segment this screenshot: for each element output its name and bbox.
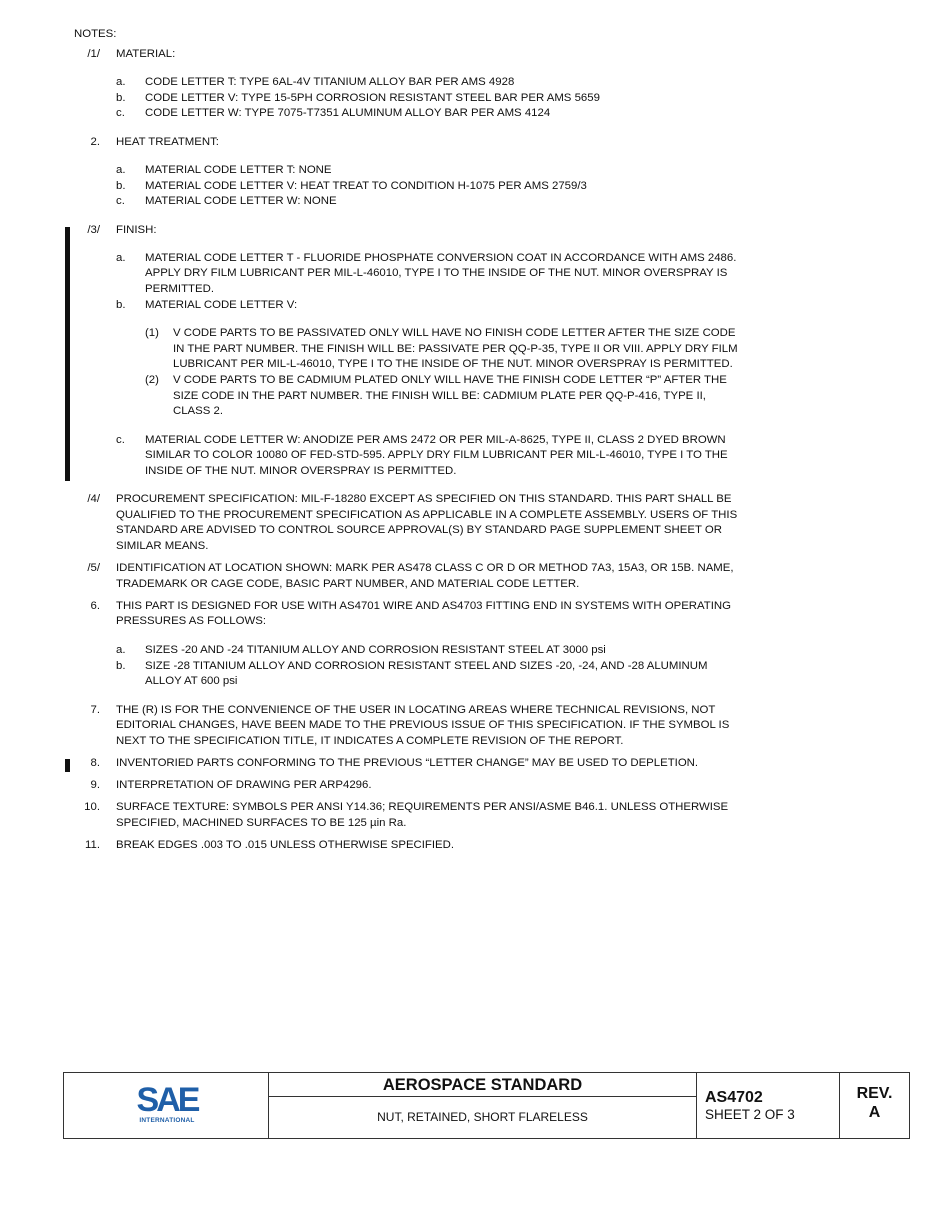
sheet-number: SHEET 2 OF 3 bbox=[705, 1107, 795, 1122]
note-6a-text: SIZES -20 AND -24 TITANIUM ALLOY AND CORROSION RESISTANT STEEL AT 3000 psi bbox=[145, 644, 606, 656]
note-1b-text: CODE LETTER V: TYPE 15-5PH CORROSION RESISTANT STEEL BAR PER AMS 5659 bbox=[145, 92, 600, 104]
note-6a-label: a. bbox=[116, 644, 126, 656]
note-1-number: /1/ bbox=[87, 48, 100, 60]
note-3b-label: b. bbox=[116, 299, 126, 311]
revision-value: A bbox=[868, 1104, 881, 1121]
note-6-line-1: THIS PART IS DESIGNED FOR USE WITH AS4701 WIRE AND AS4703 FITTING END IN SYSTEMS WITH OPERATING bbox=[116, 600, 731, 612]
doc-number-cell bbox=[697, 1073, 839, 1138]
note-2b-text: MATERIAL CODE LETTER V: HEAT TREAT TO CONDITION H-1075 PER AMS 2759/3 bbox=[145, 180, 587, 192]
note-2c-label: c. bbox=[116, 195, 125, 207]
note-9-number: 9. bbox=[90, 779, 100, 791]
note-6b-line-2: ALLOY AT 600 psi bbox=[145, 675, 238, 687]
note-10-number: 10. bbox=[84, 801, 100, 813]
note-4-line-4: SIMILAR MEANS. bbox=[116, 540, 209, 552]
title-block bbox=[63, 1072, 910, 1139]
part-title: NUT, RETAINED, SHORT FLARELESS bbox=[377, 1110, 588, 1124]
revision-label: REV. bbox=[856, 1085, 893, 1102]
note-8-number: 8. bbox=[90, 757, 100, 769]
note-10-line-1: SURFACE TEXTURE: SYMBOLS PER ANSI Y14.36; REQUIREMENTS PER ANSI/ASME B46.1. UNLESS OTHERWISE bbox=[116, 801, 729, 813]
note-3a-line-1: MATERIAL CODE LETTER T - FLUORIDE PHOSPHATE CONVERSION COAT IN ACCORDANCE WITH AMS 2486. bbox=[145, 252, 737, 264]
title-cell bbox=[269, 1073, 696, 1138]
note-6b-line-1: SIZE -28 TITANIUM ALLOY AND CORROSION RESISTANT STEEL AND SIZES -20, -24, AND -28 ALUMINUM bbox=[145, 660, 708, 672]
note-3c-line-1: MATERIAL CODE LETTER W: ANODIZE PER AMS 2472 OR PER MIL-A-8625, TYPE II, CLASS 2 DYED BROWN bbox=[145, 434, 726, 446]
note-3b2-label: (2) bbox=[145, 374, 159, 386]
note-3b1-line-3: LUBRICANT PER MIL-L-46010, TYPE I TO THE INSIDE OF THE NUT. MINOR OVERSPRAY IS PERMITTED. bbox=[173, 358, 733, 370]
note-3c-label: c. bbox=[116, 434, 125, 446]
note-3c-line-2: SIMILAR TO COLOR 10080 OF FED-STD-595. APPLY DRY FILM LUBRICANT PER MIL-L-46010, TYPE I TO THE bbox=[145, 449, 728, 461]
note-4-line-3: STANDARD ARE ADVISED TO CONTROL SOURCE APPROVAL(S) BY STANDARD PAGE SUPPLEMENT SHEET OR bbox=[116, 524, 722, 536]
note-1-title: MATERIAL: bbox=[116, 48, 176, 60]
note-7-number: 7. bbox=[90, 704, 100, 716]
note-4-line-2: QUALIFIED TO THE PROCUREMENT SPECIFICATION AS APPLICABLE IN A COMPLETE ASSEMBLY. USERS OF THIS bbox=[116, 509, 738, 521]
note-2a-text: MATERIAL CODE LETTER T: NONE bbox=[145, 164, 332, 176]
note-2c-text: MATERIAL CODE LETTER W: NONE bbox=[145, 195, 337, 207]
note-5-line-2: TRADEMARK OR CAGE CODE, BASIC PART NUMBER, AND MATERIAL CODE LETTER. bbox=[116, 578, 580, 590]
note-5-number: /5/ bbox=[87, 562, 100, 574]
note-3a-line-2: APPLY DRY FILM LUBRICANT PER MIL-L-46010, TYPE I TO THE INSIDE OF THE NUT. MINOR OVERSPRAY IS bbox=[145, 267, 728, 279]
note-3b2-line-3: CLASS 2. bbox=[173, 405, 224, 417]
note-3b2-line-2: SIZE CODE IN THE PART NUMBER. THE FINISH WILL BE: CADMIUM PLATE PER QQ-P-416, TYPE II, bbox=[173, 390, 706, 402]
note-6-line-2: PRESSURES AS FOLLOWS: bbox=[116, 615, 267, 627]
note-1c-text: CODE LETTER W: TYPE 7075-T7351 ALUMINUM ALLOY BAR PER AMS 4124 bbox=[145, 107, 551, 119]
note-7-line-2: EDITORIAL CHANGES, HAVE BEEN MADE TO THE PREVIOUS ISSUE OF THIS SPECIFICATION. IF THE SYMBOL IS bbox=[116, 719, 730, 731]
title-divider bbox=[269, 1096, 696, 1097]
note-3-title: FINISH: bbox=[116, 224, 157, 236]
note-11-number: 11. bbox=[85, 839, 100, 851]
note-3-number: /3/ bbox=[87, 224, 100, 236]
note-4-line-1: PROCUREMENT SPECIFICATION: MIL-F-18280 EXCEPT AS SPECIFIED ON THIS STANDARD. THIS PART SHALL BE bbox=[116, 493, 732, 505]
note-6b-label: b. bbox=[116, 660, 126, 672]
logo-cell bbox=[64, 1073, 268, 1138]
sae-logo-wordmark: SAE bbox=[136, 1081, 198, 1119]
note-3b2-line-1: V CODE PARTS TO BE CADMIUM PLATED ONLY WILL HAVE THE FINISH CODE LETTER “P” AFTER THE bbox=[173, 374, 727, 386]
note-2-title: HEAT TREATMENT: bbox=[116, 136, 219, 148]
sae-logo-subtext: INTERNATIONAL bbox=[139, 1117, 195, 1124]
note-8-text: INVENTORIED PARTS CONFORMING TO THE PREVIOUS “LETTER CHANGE” MAY BE USED TO DEPLETION. bbox=[116, 757, 699, 769]
note-5-line-1: IDENTIFICATION AT LOCATION SHOWN: MARK PER AS478 CLASS C OR D OR METHOD 7A3, 15A3, OR 15B. NAME, bbox=[116, 562, 734, 574]
note-1a-text: CODE LETTER T: TYPE 6AL-4V TITANIUM ALLOY BAR PER AMS 4928 bbox=[145, 76, 515, 88]
revision-cell bbox=[840, 1073, 909, 1138]
standard-title: AEROSPACE STANDARD bbox=[382, 1076, 583, 1094]
note-1a-label: a. bbox=[116, 76, 126, 88]
note-11-text: BREAK EDGES .003 TO .015 UNLESS OTHERWISE SPECIFIED. bbox=[116, 839, 455, 851]
note-3b1-label: (1) bbox=[145, 327, 159, 339]
note-1b-label: b. bbox=[116, 92, 126, 104]
note-1c-label: c. bbox=[116, 107, 125, 119]
note-3c-line-3: INSIDE OF THE NUT. MINOR OVERSPRAY IS PERMITTED. bbox=[145, 465, 457, 477]
note-3a-label: a. bbox=[116, 252, 126, 264]
sae-logo bbox=[134, 1083, 200, 1127]
note-7-line-1: THE (R) IS FOR THE CONVENIENCE OF THE USER IN LOCATING AREAS WHERE TECHNICAL REVISIONS, NOT bbox=[116, 704, 716, 716]
note-3b-text: MATERIAL CODE LETTER V: bbox=[145, 299, 298, 311]
note-2a-label: a. bbox=[116, 164, 126, 176]
notes-heading: NOTES: bbox=[74, 28, 117, 40]
note-7-line-3: NEXT TO THE SPECIFICATION TITLE, IT INDICATES A COMPLETE REVISION OF THE REPORT. bbox=[116, 735, 624, 747]
note-2b-label: b. bbox=[116, 180, 126, 192]
note-2-number: 2. bbox=[90, 136, 100, 148]
note-6-number: 6. bbox=[90, 600, 100, 612]
note-3b1-line-1: V CODE PARTS TO BE PASSIVATED ONLY WILL HAVE NO FINISH CODE LETTER AFTER THE SIZE CODE bbox=[173, 327, 736, 339]
revision-bar-finish bbox=[65, 227, 70, 481]
note-3a-line-3: PERMITTED. bbox=[145, 283, 214, 295]
note-3b1-line-2: IN THE PART NUMBER. THE FINISH WILL BE: PASSIVATE PER QQ-P-35, TYPE II OR VIII. APPLY DRY FILM bbox=[173, 343, 738, 355]
doc-number: AS4702 bbox=[705, 1089, 763, 1106]
note-9-text: INTERPRETATION OF DRAWING PER ARP4296. bbox=[116, 779, 372, 791]
note-4-number: /4/ bbox=[87, 493, 100, 505]
note-10-line-2: SPECIFIED, MACHINED SURFACES TO BE 125 µin Ra. bbox=[116, 817, 407, 829]
